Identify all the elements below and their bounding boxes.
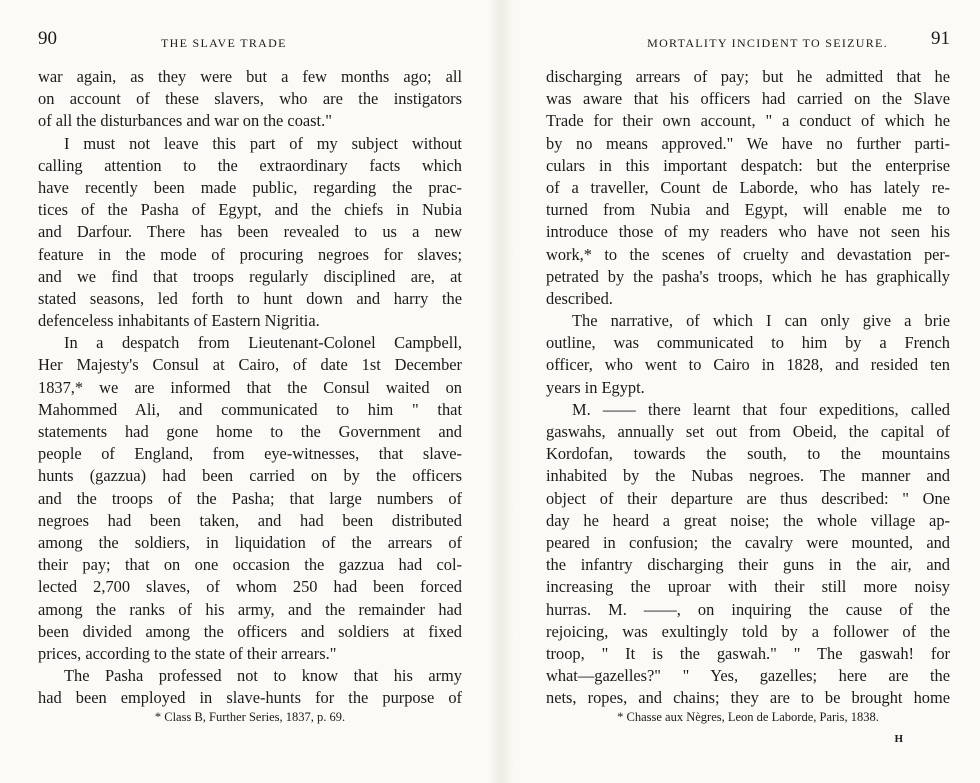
right-page: [546, 0, 950, 783]
footnote: * Chasse aux Nègres, Leon de Laborde, Paris, 1838.: [617, 710, 879, 724]
text-line: calling attention to the extraordinary facts which: [38, 155, 462, 175]
text-line: statements had gone home to the Government and: [38, 422, 462, 441]
text-line: The Pasha professed not to know that his army: [64, 666, 462, 686]
left-page: [38, 0, 462, 783]
text-line: petrated by the pasha's troops, which he has graphically: [546, 266, 950, 286]
text-line: The narrative, of which I can only give a brie: [572, 311, 950, 331]
footnote: * Class B, Further Series, 1837, p. 69.: [154, 710, 346, 724]
text-line: negroes had been taken, and had been distributed: [38, 510, 462, 530]
text-line: war again, as they were but a few months ago; all: [38, 67, 462, 86]
text-line: day he heard a great noise; the whole village ap-: [546, 510, 950, 530]
text-line: defenceless inhabitants of Eastern Nigritia.: [38, 311, 320, 331]
text-line: prices, according to the state of their arrears.": [38, 643, 337, 663]
text-line: rejoicing, was exultingly told by a follower of the: [546, 621, 950, 641]
text-line: work,* to the scenes of cruelty and devastation per-: [546, 244, 950, 264]
text-line: turned from Nubia and Egypt, will enable me to: [546, 200, 950, 220]
text-line: people of England, from eye-witnesses, that slave-: [38, 444, 462, 464]
text-line: have recently been made public, regarding the prac-: [38, 177, 462, 197]
text-line: described.: [546, 288, 613, 308]
text-line: discharging arrears of pay; but he admitted that he: [546, 67, 950, 86]
text-line: inhabited by the Nubas negroes. The manner and: [546, 466, 950, 486]
text-line: Trade for their own account, " a conduct of which he: [546, 111, 950, 131]
page-number: 91: [931, 28, 950, 49]
page-number: 90: [38, 28, 57, 49]
text-line: of a traveller, Count de Laborde, who has lately re-: [546, 177, 950, 197]
text-line: feature in the mode of procuring negroes for slaves;: [38, 244, 462, 264]
text-line: their pay; that on one occasion the gazzua had col-: [38, 555, 462, 575]
text-line: Her Majesty's Consul at Cairo, of date 1st December: [38, 355, 462, 375]
text-line: outline, was communicated to him by a French: [546, 333, 950, 353]
text-line: introduce those of my readers who have not seen his: [546, 222, 950, 242]
text-line: M. —— there learnt that four expeditions, called: [572, 399, 950, 419]
running-title: MORTALITY INCIDENT TO SEIZURE.: [647, 36, 888, 50]
text-line: the infantry discharging their guns in the air, and: [546, 555, 950, 575]
text-line: culars in this important despatch: but the enterprise: [546, 155, 950, 175]
text-line: increasing the uproar with their still more noisy: [546, 577, 950, 597]
right-page-header: [546, 28, 950, 56]
text-line: Kordofan, towards the south, to the mountains: [546, 444, 950, 464]
text-line: hunts (gazzua) had been carried on by the officers: [38, 466, 462, 486]
text-line: on account of these slavers, who are the instigators: [38, 89, 462, 109]
text-line: among the ranks of his army, and the remainder had: [38, 599, 462, 619]
text-line: was aware that his officers had carried on the Slave: [546, 89, 950, 109]
text-line: object of their departure are thus described: " One: [546, 488, 950, 508]
text-line: In a despatch from Lieutenant-Colonel Campbell,: [64, 333, 462, 353]
left-page-header: [38, 28, 462, 56]
right-page-body: [546, 66, 950, 709]
text-line: I must not leave this part of my subject without: [64, 133, 462, 153]
text-line: and we find that troops regularly disciplined are, at: [38, 266, 462, 286]
text-line: and the troops of the Pasha; that large numbers of: [38, 488, 462, 508]
text-line: hurras. M. ——, on inquiring the cause of the: [546, 599, 950, 619]
left-page-body: [38, 66, 462, 709]
signature-mark: H: [894, 733, 904, 745]
text-line: of all the disturbances and war on the coast.": [38, 111, 332, 131]
text-line: years in Egypt.: [546, 377, 645, 397]
text-line: 1837,* we are informed that the Consul waited on: [38, 377, 462, 397]
text-line: officer, who went to Cairo in 1828, and resided ten: [546, 355, 950, 375]
text-line: stated seasons, led forth to hunt down and harry the: [38, 288, 462, 308]
text-line: and Darfour. There has been revealed to us a new: [38, 222, 462, 242]
running-title: THE SLAVE TRADE: [161, 36, 287, 50]
text-line: had been employed in slave-hunts for the purpose of: [38, 688, 462, 708]
text-line: troop, " It is the gaswah." " The gaswah! for: [546, 643, 950, 663]
text-line: peared in confusion; the cavalry were mounted, and: [546, 532, 950, 552]
text-line: among the soldiers, in liquidation of the arrears of: [38, 532, 462, 552]
text-line: tices of the Pasha of Egypt, and the chiefs in Nubia: [38, 200, 462, 220]
text-line: been divided among the officers and soldiers at fixed: [38, 621, 462, 641]
book-gutter: [488, 0, 514, 783]
text-line: lected 2,700 slaves, of whom 250 had been forced: [38, 577, 462, 597]
text-line: nets, ropes, and chains; they are to be brought home: [546, 688, 950, 708]
text-line: by no means approved." We have no further parti-: [546, 133, 950, 153]
text-line: gaswahs, annually set out from Obeid, the capital of: [546, 422, 950, 441]
text-line: Mahommed Ali, and communicated to him " that: [38, 399, 462, 419]
text-line: what—gazelles?" " Yes, gazelles; here are the: [546, 666, 950, 686]
